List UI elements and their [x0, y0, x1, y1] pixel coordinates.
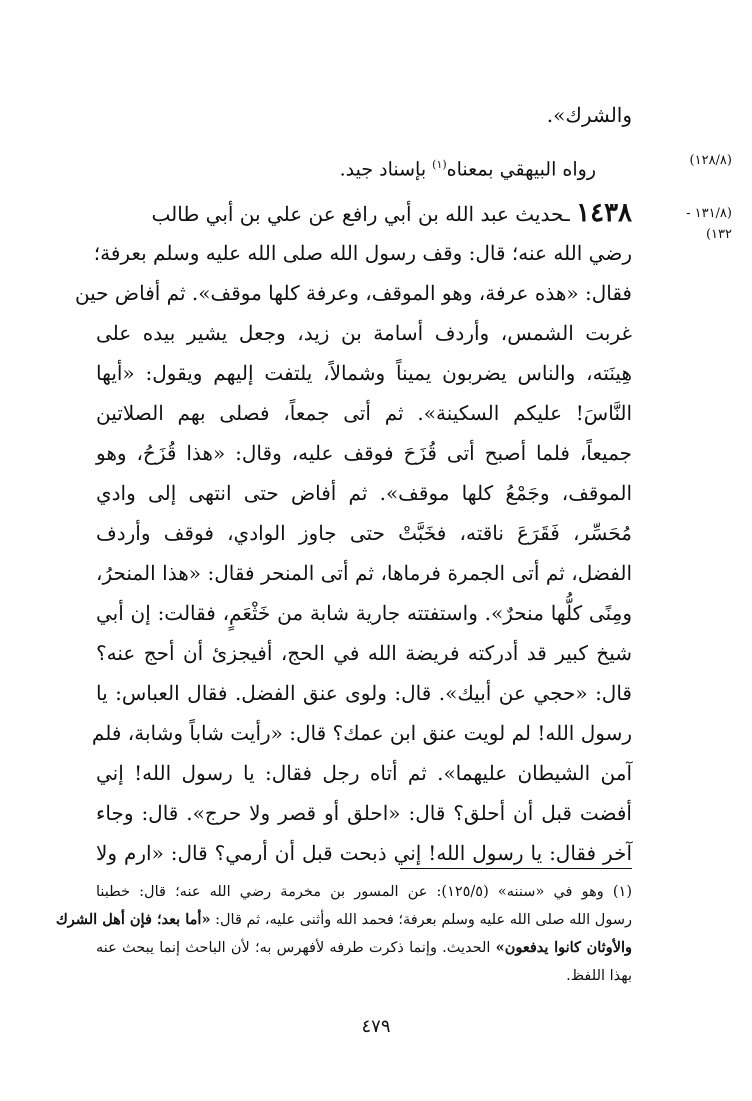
- footnote-line: (١) وهو في «سننه» (١٢٥/٥): عن المسور بن مخرمة رضي الله عنه؛ قال: خطبنا: [96, 884, 632, 900]
- margin-reference: (١٣١/٨ -: [686, 206, 732, 221]
- text-line: آخر فقال: يا رسول الله! إني ذبحت قبل أن أرمي؟ قال: «ارم ولا: [96, 841, 632, 865]
- text-line: فقال: «هذه عرفة، وهو الموقف، وعرفة كلها موقف». ثم أفاض حين: [74, 281, 632, 305]
- text-line: آمن الشيطان عليهما». ثم أتاه رجل فقال: يا رسول الله! إني: [96, 761, 632, 785]
- page-number: ٤٧٩: [361, 1016, 391, 1037]
- footnote-segment: الحديث. وإنما ذكرت طرفه لأفهرس به؛ لأن الباحث إنما يبحث عنه: [96, 940, 496, 956]
- text-line: أفضت قبل أن أحلق؟ قال: «احلق أو قصر ولا حرج». قال: وجاء: [96, 801, 632, 825]
- footnote-segment: رسول الله صلى الله عليه وسلم بعرفة؛ فحمد الله وأثنى عليه، ثم قال:: [210, 912, 632, 928]
- text-line: رضي الله عنه؛ قال: وقف رسول الله صلى الله عليه وسلم بعرفة؛: [93, 241, 632, 265]
- text-line: [96, 148, 632, 182]
- text-line: غربت الشمس، وأردف أسامة بن زيد، وجعل يشير بيده على: [96, 321, 632, 345]
- footnote-line: [96, 934, 632, 962]
- text-line: مُحَسِّر، فَقَرَعَ ناقته، فخَبَّتْ حتى جاوز الوادي، فوقف وأردف: [96, 521, 632, 545]
- text-segment: حديث عبد الله بن أبي رافع عن علي بن أبي طالب: [151, 202, 564, 226]
- text-line: والشرك».: [546, 103, 632, 127]
- text-segment: رواه البيهقي بمعناه: [446, 158, 596, 181]
- footnote-quote: والأوثان كانوا يدفعون»: [495, 939, 632, 956]
- footnote-marker: (١): [432, 158, 447, 171]
- text-line: شيخ كبير قد أدركته فريضة الله في الحج، أفيجزئ أن أحج عنه؟: [96, 641, 632, 665]
- hadith-heading-line: [96, 196, 632, 230]
- margin-reference: (١٢٨/٨): [689, 153, 732, 168]
- text-line: جميعاً، فلما أصبح أتى قُزَحَ فوقف عليه، وقال: «هذا قُزَحُ، وهو: [96, 441, 632, 465]
- hadith-number: ١٤٣٨: [576, 198, 632, 228]
- text-line: هِينَته، والناس يضربون يميناً وشمالاً، يلتفت إليهم ويقول: «أيها: [96, 361, 632, 385]
- footnote-line: [55, 906, 632, 934]
- text-line: الموقف، وجَمْعُ كلها موقف». ثم أفاض حتى انتهى إلى وادي: [96, 481, 632, 505]
- text-segment: ـ: [563, 202, 577, 226]
- text-line: قال: «حجي عن أبيك». قال: ولوى عنق الفضل. فقال العباس: يا: [96, 681, 632, 705]
- text-line: رسول الله! لم لويت عنق ابن عمك؟ قال: «رأيت شاباً وشابة، فلم: [91, 721, 632, 745]
- text-line: ومِنًى كلُّها منحرٌ». واستفتته جارية شابة من خَثْعَمٍ، فقالت: إن أبي: [96, 601, 632, 625]
- text-segment: بإسناد جيد.: [339, 158, 433, 181]
- footnote-separator: [400, 868, 632, 869]
- footnote-quote: «أما بعد؛ فإن أهل الشرك: [55, 911, 211, 928]
- footnote-line: بهذا اللفظ.: [566, 968, 632, 984]
- text-line: الفضل، ثم أتى الجمرة فرماها، ثم أتى المنحر فقال: «هذا المنحرُ،: [96, 561, 632, 585]
- margin-reference: ١٣٢): [705, 227, 732, 242]
- text-line: النَّاسَ! عليكم السكينة». ثم أتى جمعاً، فصلى بهم الصلاتين: [96, 401, 632, 425]
